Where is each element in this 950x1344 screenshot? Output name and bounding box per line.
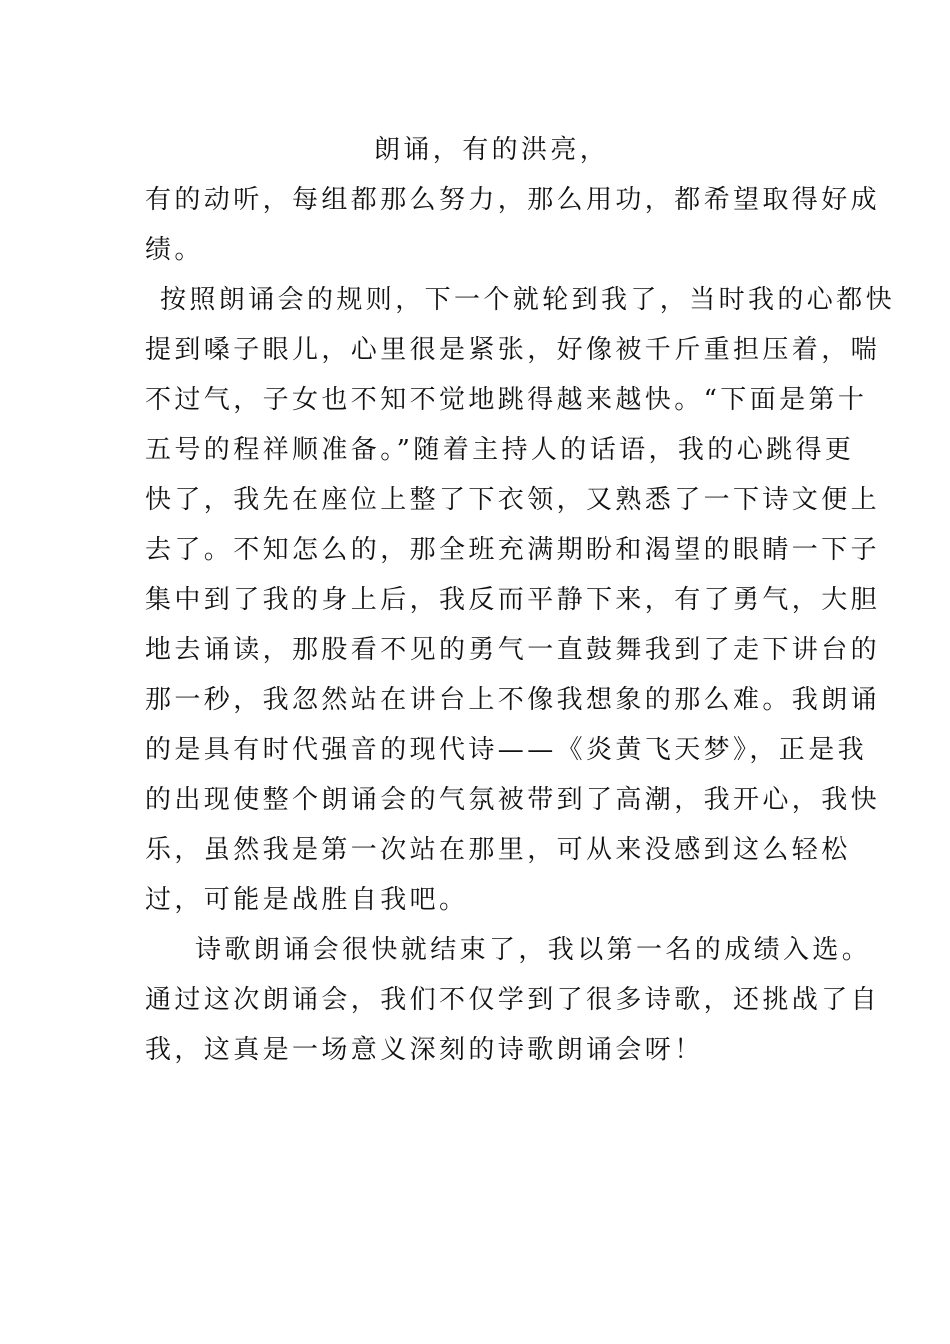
text-line-8: 快了，我先在座位上整了下衣领，又熟悉了一下诗文便上	[145, 485, 881, 515]
text-line-5: 提到嗓子眼儿，心里很是紧张，好像被千斤重担压着，喘	[145, 335, 881, 365]
text-line-19: 我，这真是一场意义深刻的诗歌朗诵会呀！	[145, 1035, 704, 1065]
text-line-9: 去了。不知怎么的，那全班充满期盼和渴望的眼睛一下子	[145, 535, 881, 565]
text-line-13: 的是具有时代强音的现代诗——《炎黄飞天梦》，正是我	[145, 735, 868, 765]
text-line-4: 按照朗诵会的规则，下一个就轮到我了，当时我的心都快	[160, 285, 896, 315]
text-line-11: 地去诵读，那股看不见的勇气一直鼓舞我到了走下讲台的	[145, 635, 881, 665]
text-line-2: 有的动听，每组都那么努力，那么用功，都希望取得好成	[145, 185, 881, 215]
text-line-14: 的出现使整个朗诵会的气氛被带到了高潮，我开心，我快	[145, 785, 881, 815]
text-line-17: 诗歌朗诵会很快就结束了，我以第一名的成绩入选。	[195, 935, 872, 965]
text-line-3: 绩。	[145, 235, 204, 265]
text-line-18: 通过这次朗诵会，我们不仅学到了很多诗歌，还挑战了自	[145, 985, 881, 1015]
text-line-7: 五号的程祥顺准备。”随着主持人的话语，我的心跳得更	[145, 435, 855, 465]
text-line-6: 不过气，子女也不知不觉地跳得越来越快。“下面是第十	[145, 385, 868, 415]
text-line-1: 朗诵，有的洪亮，	[374, 135, 610, 165]
text-line-15: 乐，虽然我是第一次站在那里，可从来没感到这么轻松	[145, 835, 851, 865]
text-line-16: 过，可能是战胜自我吧。	[145, 885, 469, 915]
text-line-12: 那一秒，我忽然站在讲台上不像我想象的那么难。我朗诵	[145, 685, 881, 715]
text-line-10: 集中到了我的身上后，我反而平静下来，有了勇气，大胆	[145, 585, 881, 615]
